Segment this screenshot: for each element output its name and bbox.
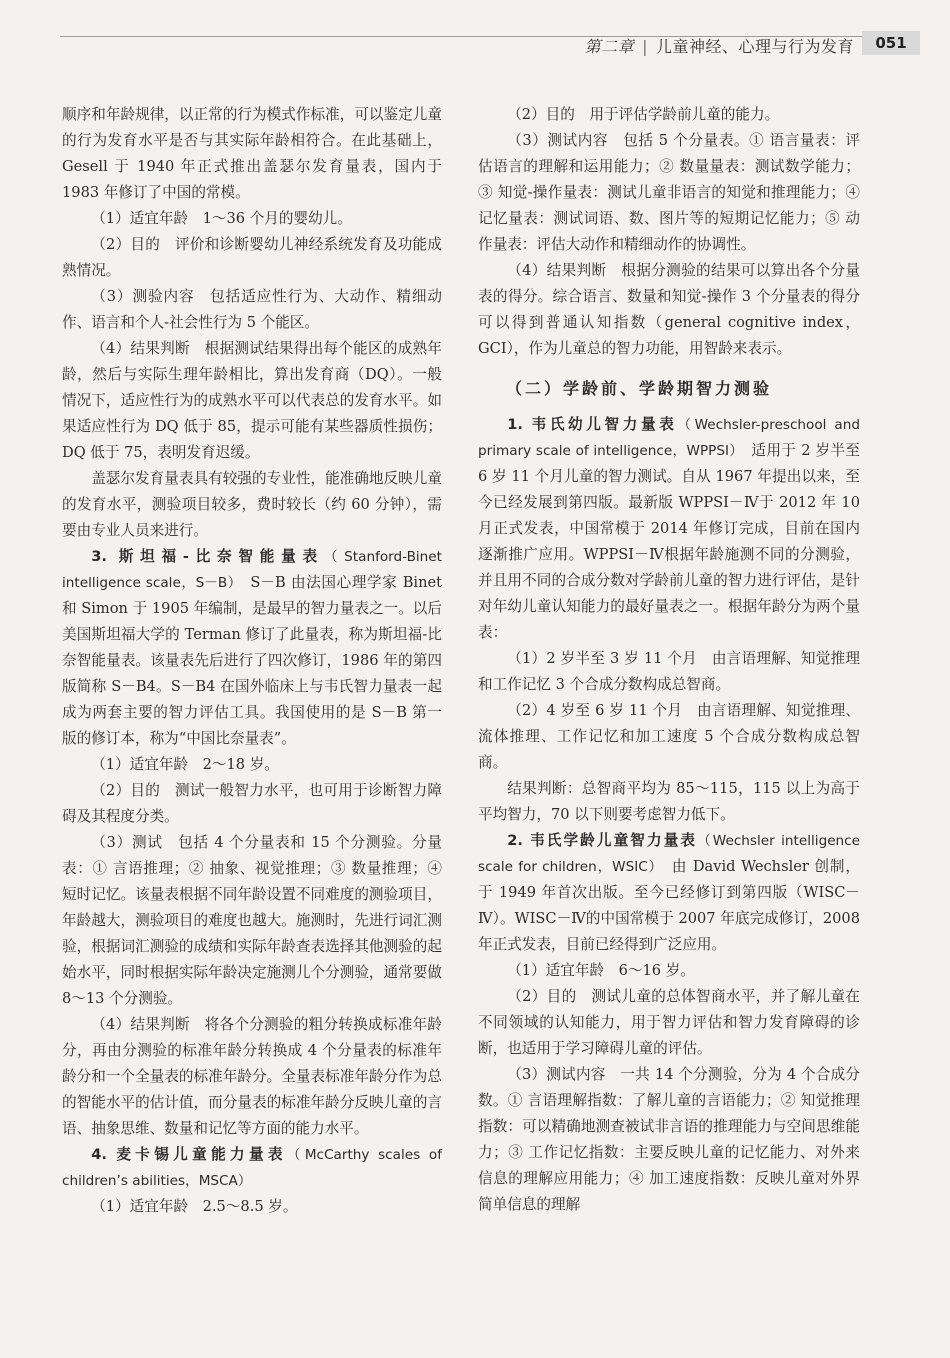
chapter-heading [585, 34, 854, 57]
paragraph-text: S－B 由法国心理学家 Binet 和 Simon 于 1905 年编制，是最早的智力量表之一。以后美国斯坦福大学的 Terman 修订了此量表，称为斯坦福-比奈智能量表。该量表先后进行了四次修订，1986 年的第四版简称 S－B4。S－B4 在国外临床上与韦氏智力量表一起成为两套主要的智力评估工具。我国使用的是 S－B 第一版的修订本，称为“中国比奈量表”。 [62, 574, 442, 747]
chapter-number: 第二章 [584, 37, 635, 56]
header-separator: | [642, 37, 648, 56]
subheading-paragraph [478, 412, 860, 646]
page-header [0, 0, 950, 60]
section-title: （二）学龄前、学龄期智力测验 [506, 379, 773, 398]
paragraph-text: 由 David Wechsler 创制，于 1949 年首次出版。至今已经修订到第四版（WISC－Ⅳ）。WISC－Ⅳ的中国常模于 2007 年底完成修订，2008 年正式发表，目前已经得到广泛应用。 [478, 858, 860, 953]
subheading: 1. 韦氏幼儿智力量表 [507, 416, 678, 433]
right-column [478, 102, 860, 1218]
paragraph-text: 适用于 2 岁半至 6 岁 11 个月儿童的智力测试。自从 1967 年提出以来，至今已经发展到第四版。最新版 WPPSI－Ⅳ于 2012 年 10 月正式发表，中国常模于 2014 年修订完成，目前在国内逐渐推广应用。WPPSI－Ⅳ根据年龄施测不同的分测验，并且用不同的合成分数对学龄前儿童的智力进行评估，是针对年幼儿童认知能力的最好量表之一。根据年龄分为两个量表： [478, 442, 860, 641]
page-number: 051 [862, 31, 920, 55]
subheading-english: （McCarthy scales of children’s abilities，MSCA） [62, 1147, 442, 1189]
paragraph: （2）目的 测试一般智力水平，也可用于诊断智力障碍及其程度分类。 [62, 782, 442, 825]
paragraph: 结果判断：总智商平均为 85～115，115 以上为高于平均智力，70 以下则要考虑智力低下。 [478, 780, 860, 823]
subheading-paragraph [62, 1142, 442, 1194]
subheading-english: （Wechsler-preschool and primary scale of intelligence，WPPSI） [478, 417, 860, 459]
left-column [62, 102, 442, 1220]
paragraph: （4）结果判断 根据测试结果得出每个能区的成熟年龄，然后与实际生理年龄相比，算出发育商（DQ）。一般情况下，适应性行为的成熟水平可以代表总的发育水平。如果适应性行为 DQ 低于 85，提示可能有某些器质性损伤；DQ 低于 75，表明发育迟缓。 [62, 340, 442, 461]
paragraph: （3）测试内容 一共 14 个分测验，分为 4 个合成分数。① 言语理解指数：了解儿童的言语能力；② 知觉推理指数：可以精确地测查被试非言语的推理能力与空间思维能力；③ 工作记忆指数：主要反映儿童的记忆能力、对外来信息的理解应用能力；④ 加工速度指数：反映儿童对外界简单信息的理解 [478, 1066, 860, 1213]
paragraph: （1）2 岁半至 3 岁 11 个月 由言语理解、知觉推理和工作记忆 3 个合成分数构成总智商。 [478, 650, 860, 693]
subheading-paragraph [62, 544, 442, 752]
subheading: 2. 韦氏学龄儿童智力量表 [507, 832, 698, 849]
paragraph: （2）4 岁至 6 岁 11 个月 由言语理解、知觉推理、流体推理、工作记忆和加工速度 5 个合成分数构成总智商。 [478, 702, 860, 771]
paragraph: （3）测试内容 包括 5 个分量表。① 语言量表：评估语言的理解和运用能力；② 数量量表：测试数学能力；③ 知觉-操作量表：测试儿童非语言的知觉和推理能力；④ 记忆量表：测试词语、数、图片等的短期记忆能力；⑤ 动作量表：评估大动作和精细动作的协调性。 [478, 132, 860, 253]
paragraph: （1）适宜年龄 1～36 个月的婴幼儿。 [91, 210, 352, 227]
paragraph: （1）适宜年龄 2.5～8.5 岁。 [91, 1198, 298, 1215]
subheading-english: （Wechsler intelligence scale for children，WSIC） [478, 833, 861, 875]
paragraph: （3）测试 包括 4 个分量表和 15 个分测验。分量表：① 言语推理；② 抽象、视觉推理；③ 数量推理；④ 短时记忆。该量表根据不同年龄设置不同难度的测验项目，年龄越大，测验项目的难度也越大。施测时，先进行词汇测验，根据词汇测验的成绩和实际年龄查表选择其他测验的起始水平，同时根据实际年龄决定施测儿个分测验，通常要做 8～13 个分测验。 [62, 834, 442, 1007]
paragraph: （1）适宜年龄 2～18 岁。 [91, 756, 279, 773]
paragraph: （2）目的 测试儿童的总体智商水平，并了解儿童在不同领域的认知能力，用于智力评估和智力发育障碍的诊断，也适用于学习障碍儿童的评估。 [478, 988, 860, 1057]
chapter-title: 儿童神经、心理与行为发育 [655, 37, 854, 56]
subheading-paragraph [478, 828, 860, 958]
subheading: 4. 麦卡锡儿童能力量表 [91, 1146, 287, 1163]
subheading: 3. 斯坦福-比奈智能量表 [91, 548, 324, 565]
paragraph: 盖瑟尔发育量表具有较强的专业性，能准确地反映儿童的发育水平，测验项目较多，费时较长（约 60 分钟），需要由专业人员来进行。 [62, 470, 442, 539]
paragraph: （2）目的 用于评估学龄前儿童的能力。 [507, 106, 780, 123]
paragraph: （4）结果判断 将各个分测验的粗分转换成标准年龄分，再由分测验的标准年龄分转换成 4 个分量表的标准年龄分和一个全量表的标准年龄分。全量表标准年龄分作为总的智能水平的估计值，而分量表的标准年龄分反映儿童的言语、抽象思维、数量和记忆等方面的能力水平。 [62, 1016, 442, 1137]
paragraph: 顺序和年龄规律，以正常的行为模式作标准，可以鉴定儿童的行为发育水平是否与其实际年龄相符合。在此基础上，Gesell 于 1940 年正式推出盖瑟尔发育量表，国内于 1983 年修订了中国的常模。 [62, 106, 442, 201]
paragraph: （1）适宜年龄 6～16 岁。 [507, 962, 695, 979]
paragraph: （4）结果判断 根据分测验的结果可以算出各个分量表的得分。综合语言、数量和知觉-操作 3 个分量表的得分可以得到普通认知指数（general cognitive index，GCI），作为儿童总的智力功能，用智龄来表示。 [478, 262, 860, 357]
paragraph: （2）目的 评价和诊断婴幼儿神经系统发育及功能成熟情况。 [62, 236, 442, 279]
paragraph: （3）测验内容 包括适应性行为、大动作、精细动作、语言和个人-社会性行为 5 个能区。 [62, 288, 442, 331]
subheading-english: （Stanford-Binet intelligence scale，S－B） [62, 549, 442, 591]
